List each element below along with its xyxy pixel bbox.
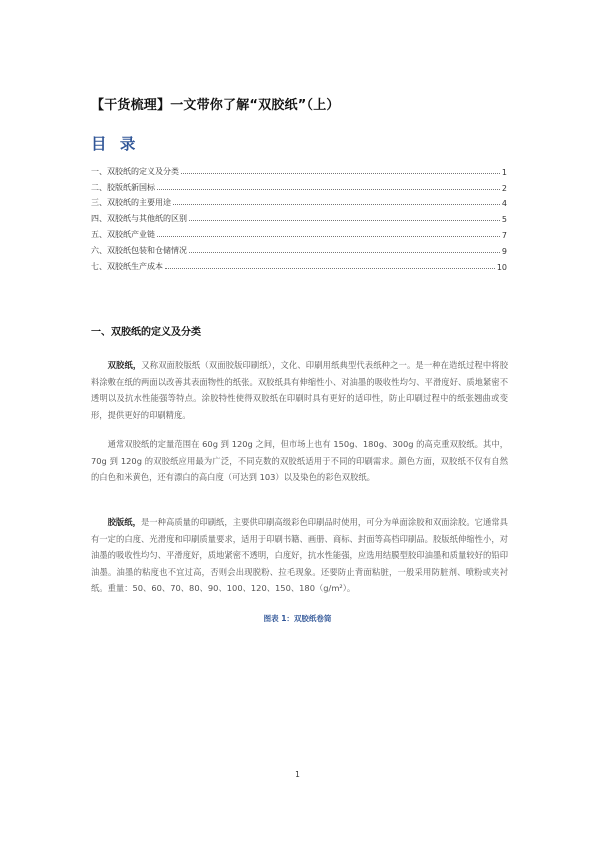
- toc-entry-page: 2: [501, 183, 507, 193]
- toc-leader-dots: [189, 252, 500, 253]
- toc-heading: 目 录: [91, 135, 140, 153]
- term-offset-paper: 胶版纸，: [107, 517, 141, 527]
- figure-caption: 图表 1：双胶纸卷筒: [263, 614, 332, 623]
- paragraph-text: 通常双胶纸的定量范围在 60g 到 120g 之间，但市场上也有 150g、180g、300g 的高克重双胶纸。其中，70g 到 120g 的双胶纸应用最为广泛，不同克数的双胶纸适用于不同的印刷需求。颜色方面，双胶纸不仅有自然的白色和米黄色，还有漂白的高白度（可达到 103）以及染色的彩色双胶纸。: [91, 439, 508, 482]
- toc-leader-dots: [157, 189, 500, 190]
- paragraph-duplex-paper-definition: [91, 357, 508, 423]
- toc-entry-label: 三、双胶纸的主要用途: [91, 198, 171, 208]
- document-title: 【干货梳理】一文带你了解“双胶纸”（上）: [91, 98, 340, 113]
- toc-entry-label: 一、双胶纸的定义及分类: [91, 166, 179, 176]
- toc-leader-dots: [189, 220, 500, 221]
- toc-entry-label: 六、双胶纸包装和仓储情况: [91, 245, 187, 255]
- toc-entry-label: 二、胶版纸新国标: [91, 182, 155, 192]
- paragraph-grammage: [91, 436, 508, 486]
- toc-leader-dots: [165, 268, 495, 269]
- toc-entry-page: 1: [501, 167, 507, 177]
- toc-entry-page: 4: [501, 199, 507, 209]
- toc-entry[interactable]: [91, 193, 507, 209]
- toc-entry-page: 10: [496, 262, 507, 272]
- toc-entry-label: 五、双胶纸产业链: [91, 229, 155, 239]
- toc-entry-label: 四、双胶纸与其他纸的区别: [91, 214, 187, 224]
- term-duplex-paper: 双胶纸，: [107, 360, 142, 370]
- toc-leader-dots: [157, 236, 500, 237]
- toc-entry[interactable]: [91, 240, 507, 256]
- paragraph-text: 是一种高质量的印刷纸，主要供印刷高级彩色印刷品时使用，可分为单面涂胶和双面涂胶。它通常具有一定的白度、光滑度和印刷质量要求，适用于印刷书籍、画册、商标、封面等高档印刷品。胶版纸伸缩性小，对油墨的吸收性均匀、平滑度好，质地紧密不透明，白度好，抗水性能强，应选用结膜型胶印油墨和质量较好的铅印油墨。油墨的粘度也不宜过高，否则会出现脱粉、拉毛现象。还要防止背面粘脏，一般采用防脏剂、喷粉或夹衬纸。重量：50、60、70、80、90、100、120、150、180（g/m²）。: [91, 517, 508, 593]
- toc-entry-page: 5: [501, 215, 507, 225]
- section-heading: 一、双胶纸的定义及分类: [91, 327, 201, 338]
- toc-entry-label: 七、双胶纸生产成本: [91, 261, 163, 271]
- toc-leader-dots: [181, 173, 500, 174]
- toc-entry[interactable]: [91, 256, 507, 272]
- page-number: 1: [295, 770, 300, 779]
- toc-entry[interactable]: [91, 208, 507, 224]
- paragraph-text: 又称双面胶版纸（双面胶版印刷纸），文化、印刷用纸典型代表纸种之一。是一种在造纸过程中将胶料涂敷在纸的两面以改善其表面物性的纸张。双胶纸具有伸缩性小、对油墨的吸收性均匀、平滑度好、质地紧密不透明以及抗水性能强等特点。涂胶特性使得双胶纸在印刷时具有更好的适印性，防止印刷过程中的纸张翘曲或变形，提供更好的印刷精度。: [91, 360, 508, 420]
- paragraph-offset-paper: [91, 514, 508, 597]
- toc-leader-dots: [173, 204, 500, 205]
- toc-entry[interactable]: [91, 224, 507, 240]
- toc-entry-page: 9: [501, 246, 507, 256]
- toc-entry[interactable]: [91, 161, 507, 177]
- toc-entry-page: 7: [501, 230, 507, 240]
- toc-entry[interactable]: [91, 177, 507, 193]
- table-of-contents: [91, 161, 507, 272]
